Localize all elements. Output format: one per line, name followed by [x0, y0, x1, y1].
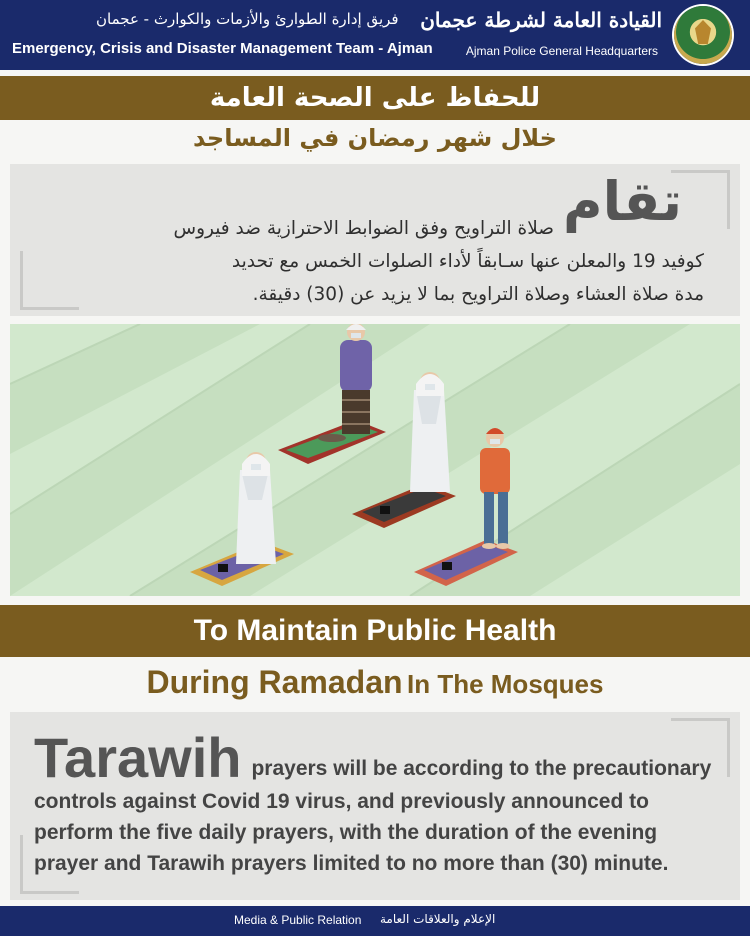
- footer-english: Media & Public Relation: [234, 913, 362, 927]
- arabic-subtitle: خلال شهر رمضان في المساجد: [193, 124, 557, 152]
- arabic-heading: تقام: [563, 170, 682, 233]
- english-body: [34, 726, 724, 879]
- arabic-banner: للحفاظ على الصحة العامة: [0, 76, 750, 120]
- footer-arabic: الإعلام والعلاقات العامة: [380, 912, 496, 926]
- english-subtitle-main: During Ramadan: [146, 664, 403, 700]
- police-name-arabic: القيادة العامة لشرطة عجمان: [420, 8, 662, 32]
- arabic-text-panel: [10, 164, 740, 316]
- arabic-line-1: صلاة التراويح وفق الضوابط الاحترازية ضد فيروس: [173, 218, 554, 239]
- team-name-english: Emergency, Crisis and Disaster Management Team - Ajman: [12, 40, 433, 57]
- praying-figure: [236, 452, 276, 564]
- english-banner: To Maintain Public Health: [0, 605, 750, 657]
- mosque-prayer-illustration: [10, 324, 740, 596]
- police-emblem-icon: [674, 6, 732, 64]
- team-name-arabic: فريق إدارة الطوارئ والأزمات والكوارث - عجمان: [96, 10, 399, 28]
- english-subtitle-secondary: In The Mosques: [407, 669, 604, 699]
- top-header: [0, 0, 750, 70]
- footer-bar: [0, 906, 750, 936]
- arabic-line-3: مدة صلاة العشاء وصلاة التراويح بما لا يزيد عن (30) دقيقة.: [252, 284, 704, 305]
- english-heading: Tarawih: [34, 726, 242, 789]
- police-name-english: Ajman Police General Headquarters: [465, 44, 658, 58]
- english-subtitle: [0, 664, 750, 701]
- praying-figure: [410, 372, 450, 492]
- arabic-body: [54, 212, 704, 311]
- english-text-panel: [10, 712, 740, 900]
- arabic-line-2: كوفيد 19 والمعلن عنها سـابقاً لأداء الصلوات الخمس مع تحديد: [231, 251, 704, 272]
- english-body-text: prayers will be according to the precautionary controls against Covid 19 virus, and previously announced to perform the five daily prayers, with the duration of the evening prayer and Tarawih prayers limited to no more than (30) minute.: [34, 757, 712, 875]
